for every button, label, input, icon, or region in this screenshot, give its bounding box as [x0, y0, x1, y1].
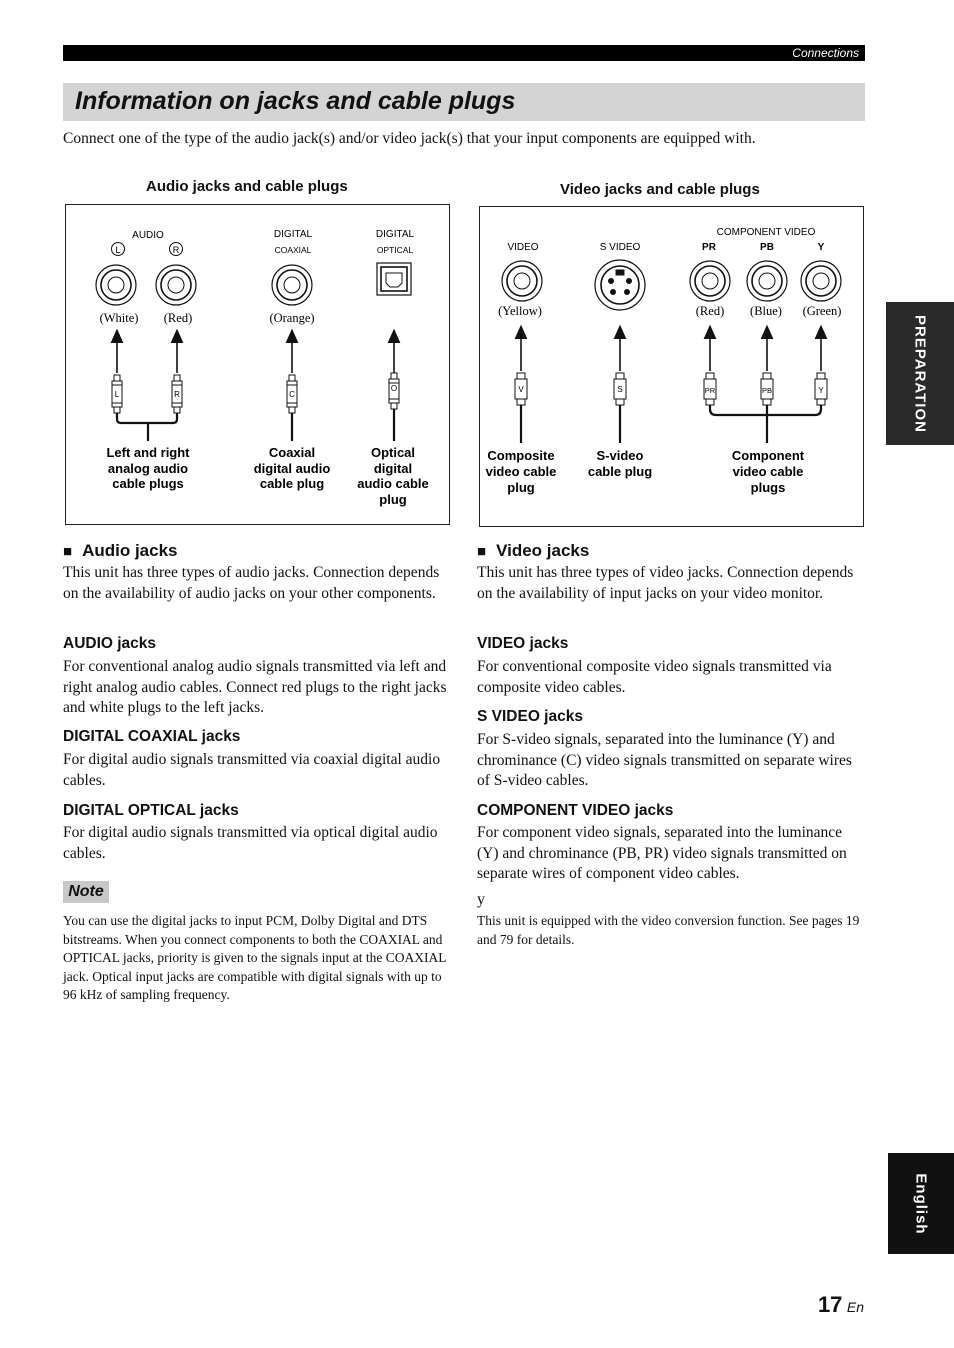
plug-label-pr: PR — [704, 386, 716, 395]
label-orange: (Orange) — [269, 311, 315, 325]
cap-composite-2: video cable — [485, 464, 557, 479]
svideo-jack-icon — [595, 260, 645, 310]
cap-optical-1: Optical — [370, 445, 416, 460]
intro-text: Connect one of the type of the audio jack(s) and/or video jack(s) that your input components are equipped with. — [63, 130, 756, 147]
label-digital-optical: DIGITAL — [375, 229, 415, 240]
label-audio: AUDIO — [132, 230, 164, 241]
coaxial-jack-icon — [272, 265, 312, 305]
audio-figure — [65, 204, 450, 525]
analog-cable-line — [117, 413, 177, 441]
label-video: VIDEO — [507, 242, 539, 253]
digital-optical-text: For digital audio signals transmitted via optical digital audio cables. — [63, 824, 438, 862]
cap-component-1: Component — [731, 448, 805, 463]
label-r: R — [172, 245, 180, 255]
digital-optical-title: DIGITAL OPTICAL jacks — [63, 802, 239, 819]
video-diagram — [480, 207, 863, 526]
svideo-jacks-title: S VIDEO jacks — [477, 708, 583, 725]
label-yellow: (Yellow) — [498, 304, 542, 318]
note-text: You can use the digital jacks to input PCM, Dolby Digital and DTS bitstreams. When you connect components to both the COAXIAL and OPTICAL jacks, priority is given to the signals input at the COAXIAL jack. Optical input jacks are compatible with digital signals with up to 96 kHz of sampling frequency. — [63, 913, 446, 1002]
cap-analog-2: analog audio — [107, 461, 189, 476]
component-jacks-title: COMPONENT VIDEO jacks — [477, 802, 674, 819]
cap-analog-3: cable plugs — [112, 476, 184, 491]
tab-preparation[interactable] — [886, 302, 954, 445]
label-l: L — [115, 245, 121, 255]
audio-figure-caption: Audio jacks and cable plugs — [146, 178, 348, 195]
audio-diagram — [66, 205, 449, 524]
audio-jacks-text: For conventional analog audio signals transmitted via left and right analog audio cables. Connect red plugs to the right jacks and white plugs to the left jacks. — [63, 658, 447, 716]
plug-label-l: L — [114, 390, 120, 399]
plug-label-c: C — [289, 390, 295, 399]
plug-label-o: O — [390, 384, 398, 393]
cap-svideo-1: S-video — [596, 448, 644, 463]
video-intro: This unit has three types of video jacks. Connection depends on the availability of input jacks on your video monitor. — [477, 564, 854, 602]
plug-label-y: Y — [818, 386, 824, 395]
cap-coaxial-1: Coaxial — [268, 445, 316, 460]
audio-section-heading — [63, 541, 177, 561]
audio-section-title: Audio jacks — [82, 541, 178, 560]
label-pb: PB — [760, 242, 774, 253]
plug-label-s: S — [617, 385, 623, 394]
section-name: Connections — [792, 46, 859, 60]
label-component: COMPONENT VIDEO — [716, 227, 816, 238]
component-cable-line — [710, 405, 821, 443]
cap-component-2: video cable — [732, 464, 804, 479]
optical-jack-icon — [377, 263, 411, 295]
square-bullet-icon: ■ — [477, 543, 487, 560]
cap-optical-4: plug — [379, 492, 407, 507]
cap-svideo-2: cable plug — [587, 464, 653, 479]
component-y-jack-icon — [801, 261, 841, 301]
label-red: (Red) — [163, 311, 193, 325]
video-jacks-text: For conventional composite video signals transmitted via composite video cables. — [477, 658, 832, 696]
composite-jack-icon — [502, 261, 542, 301]
header-bar — [63, 45, 865, 61]
cap-analog-1: Left and right — [106, 445, 190, 460]
digital-coaxial-text: For digital audio signals transmitted via coaxial digital audio cables. — [63, 751, 441, 789]
cap-optical-3: audio cable — [357, 476, 429, 491]
label-pr: PR — [702, 242, 716, 253]
label-coaxial: COAXIAL — [274, 245, 312, 255]
square-bullet-icon: ■ — [63, 543, 73, 560]
page-number — [800, 1292, 864, 1318]
cap-composite-1: Composite — [487, 448, 555, 463]
digital-coaxial-title: DIGITAL COAXIAL jacks — [63, 728, 241, 745]
tab-english[interactable] — [888, 1153, 954, 1254]
label-optical: OPTICAL — [376, 245, 414, 255]
tip-icon: y — [477, 891, 485, 908]
plug-label-r: R — [174, 390, 180, 399]
audio-jack-l-icon — [96, 265, 136, 305]
svideo-jacks-text: For S-video signals, separated into the luminance (Y) and chrominance (C) video signals transmitted on separate wires of S-video cables. — [477, 731, 852, 789]
page-number-value: 17 — [817, 1292, 843, 1317]
label-blue: (Blue) — [750, 304, 782, 318]
label-y: Y — [817, 242, 825, 253]
label-red-v: (Red) — [695, 304, 725, 318]
label-white: (White) — [99, 311, 139, 325]
component-pb-jack-icon — [747, 261, 787, 301]
plug-label-pb: PB — [761, 386, 773, 395]
component-pr-jack-icon — [690, 261, 730, 301]
title-bar — [63, 83, 865, 121]
cap-component-3: plugs — [750, 480, 786, 495]
video-jacks-title: VIDEO jacks — [477, 635, 569, 652]
tip-text: This unit is equipped with the video conversion function. See pages 19 and 79 for details. — [477, 913, 860, 947]
video-figure — [479, 206, 864, 527]
plug-label-v: V — [518, 385, 524, 394]
cap-composite-3: plug — [507, 480, 535, 495]
label-svideo: S VIDEO — [599, 242, 641, 253]
tab-english-label: English — [912, 1172, 930, 1235]
video-section-title: Video jacks — [496, 541, 590, 560]
video-section-heading — [477, 541, 589, 561]
component-jacks-text: For component video signals, separated into the luminance (Y) and chrominance (PB, PR) video signals transmitted on separate wires of component video cables. — [477, 824, 847, 882]
cap-optical-2: digital — [373, 461, 413, 476]
cap-coaxial-2: digital audio — [253, 461, 331, 476]
audio-jacks-title: AUDIO jacks — [63, 635, 157, 652]
page-title: Information on jacks and cable plugs — [75, 87, 516, 115]
label-digital-coaxial: DIGITAL — [273, 229, 313, 240]
audio-intro: This unit has three types of audio jacks. Connection depends on the availability of audio jacks on your other components. — [63, 564, 440, 602]
audio-jack-r-icon — [156, 265, 196, 305]
video-figure-caption: Video jacks and cable plugs — [560, 181, 760, 198]
note-label: Note — [63, 881, 109, 903]
tab-preparation-label: PREPARATION — [911, 314, 929, 433]
page-lang: En — [846, 1299, 864, 1315]
label-green: (Green) — [802, 304, 842, 318]
cap-coaxial-3: cable plug — [259, 476, 325, 491]
